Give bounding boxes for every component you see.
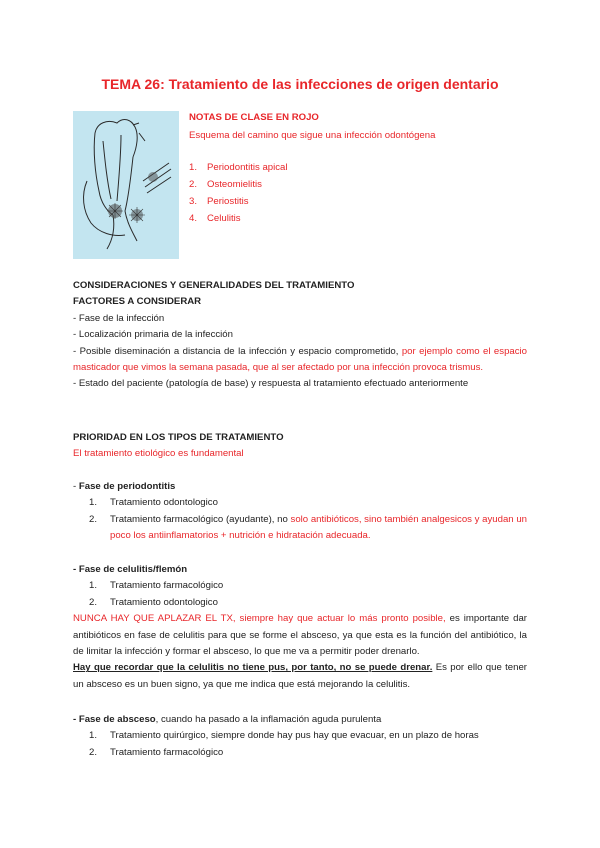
list-item: 2. Tratamiento farmacológico (89, 746, 224, 758)
tooth-infection-diagram (73, 111, 179, 259)
section-heading: - Fase de periodontitis (73, 481, 176, 492)
tooth-sketch (73, 111, 179, 259)
notes-heading: NOTAS DE CLASE EN ROJO (189, 112, 319, 123)
celulitis-section (73, 562, 527, 693)
factor-paragraph: - Posible diseminación a distancia de la infección y espacio comprometido, por ejemplo como el espacio masticador que vimos la semana pasada, que al ser afectado por una infección provoca trismus. (73, 345, 527, 374)
list-item: 2. Osteomielitis (189, 178, 262, 190)
treatment-list (73, 578, 527, 611)
absceso-section (73, 712, 527, 761)
section-heading: PRIORIDAD EN LOS TIPOS DE TRATAMIENTO (73, 432, 284, 443)
factor-line: - Estado del paciente (patología de base) y respuesta al tratamiento efectuado anteriormente (73, 378, 469, 390)
section-heading: CONSIDERACIONES Y GENERALIDADES DEL TRATAMIENTO (73, 280, 355, 291)
list-item: 2. Tratamiento odontologico (89, 596, 218, 608)
class-notes (189, 110, 529, 227)
list-item: 1. Tratamiento odontologico (89, 497, 218, 509)
treatment-list (73, 728, 527, 761)
section-heading: - Fase de absceso, cuando ha pasado a la inflamación aguda purulenta (73, 714, 382, 725)
considerations-section (73, 278, 527, 393)
infection-path-list (189, 159, 529, 227)
list-item: 1. Tratamiento farmacológico (89, 580, 224, 592)
treatment-list (73, 495, 527, 544)
periodontitis-section (73, 479, 527, 545)
priority-note: El tratamiento etiológico es fundamental (73, 448, 244, 460)
list-item: 1. Tratamiento quirúrgico, siempre donde hay pus hay que evacuar, en un plazo de horas (89, 730, 479, 742)
section-subheading: FACTORES A CONSIDERAR (73, 296, 202, 308)
factor-line: - Fase de la infección (73, 312, 165, 324)
priority-section (73, 430, 527, 463)
list-item: 1. Periodontitis apical (189, 161, 288, 173)
celulitis-paragraph: NUNCA HAY QUE APLAZAR EL TX, siempre hay que actuar lo más pronto posible, es importante dar antibióticos en fase de celulitis para que se forme el absceso, ya que esta es la función del antibiótico, la de limitar la infección y formar el absceso, lo que me va a permitir poder drenarlo. (73, 613, 527, 658)
celulitis-paragraph-2: Hay que recordar que la celulitis no tiene pus, por tanto, no se puede drenar. Es por ello que tener un absceso es un buen signo, ya que me indica que está mejorando la celulitis. (73, 662, 527, 690)
list-item: 2. Tratamiento farmacológico (ayudante), no solo antibióticos, sino también analgesicos y ayudan un poco los antiinflamatorios + nutrición e hidratación adecuada. (89, 513, 527, 542)
factor-line: - Localización primaria de la infección (73, 329, 233, 341)
section-heading: - Fase de celulitis/flemón (73, 564, 188, 575)
page-title: TEMA 26: Tratamiento de las infecciones de origen dentario (101, 76, 499, 92)
list-item: 3. Periostitis (189, 195, 249, 207)
notes-subtitle: Esquema del camino que sigue una infección odontógena (189, 130, 436, 142)
list-item: 4. Celulitis (189, 212, 241, 224)
